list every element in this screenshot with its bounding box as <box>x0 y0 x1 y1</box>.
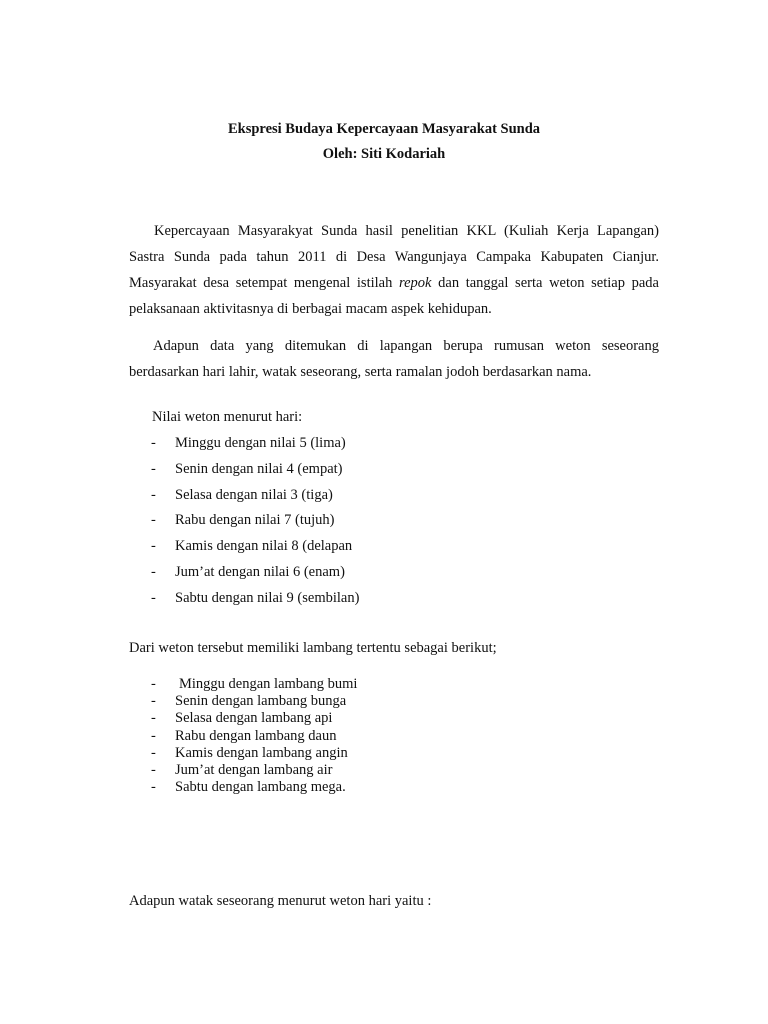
list-item <box>151 745 357 762</box>
term-repok: repok <box>399 275 432 291</box>
list-item-text: Selasa dengan lambang api <box>175 710 333 727</box>
list-item-text: Rabu dengan nilai 7 (tujuh) <box>175 512 335 529</box>
list-item <box>151 676 357 693</box>
list-item-text: Kamis dengan nilai 8 (delapan <box>175 538 353 555</box>
list-item-text: Sabtu dengan nilai 9 (sembilan) <box>175 589 360 606</box>
list-item <box>151 728 357 745</box>
list-dash: - <box>151 744 156 761</box>
list-dash: - <box>151 435 156 451</box>
list-item-text: Selasa dengan nilai 3 (tiga) <box>175 486 333 503</box>
list-item <box>151 562 359 588</box>
list-item <box>151 459 359 485</box>
list-dash: - <box>151 710 156 727</box>
list-item-text: Kamis dengan lambang angin <box>175 744 348 761</box>
list-item <box>151 433 359 459</box>
list-item-text: Jum’at dengan lambang air <box>175 761 333 778</box>
list-dash: - <box>151 727 156 744</box>
list-dash: - <box>151 563 156 580</box>
list-item-text: Jum’at dengan nilai 6 (enam) <box>175 563 345 580</box>
list-dash: - <box>151 486 156 503</box>
list-item <box>151 693 357 710</box>
list-item <box>151 510 359 536</box>
list-dash: - <box>151 779 156 796</box>
list-dash: - <box>151 589 156 606</box>
list-item <box>151 588 359 614</box>
character-heading: Adapun watak seseorang menurut weton hari yaitu : <box>129 893 432 909</box>
weton-values-list <box>151 433 359 614</box>
paragraph-intro <box>129 218 659 322</box>
weton-symbols-list <box>151 676 357 796</box>
list-item-text: Senin dengan nilai 4 (empat) <box>175 460 343 477</box>
weton-heading: Nilai weton menurut hari: <box>152 409 303 425</box>
list-dash: - <box>151 460 156 477</box>
list-item-text: Senin dengan lambang bunga <box>175 693 347 710</box>
list-item <box>151 485 359 511</box>
list-dash: - <box>151 761 156 778</box>
list-item-text: Minggu dengan nilai 5 (lima) <box>175 435 346 451</box>
author-line: Oleh: Siti Kodariah <box>322 146 446 162</box>
list-dash: - <box>151 538 156 555</box>
symbol-heading: Dari weton tersebut memiliki lambang tertentu sebagai berikut; <box>129 640 497 656</box>
list-item <box>151 536 359 562</box>
list-item-text: Minggu dengan lambang bumi <box>179 676 358 692</box>
list-dash: - <box>151 512 156 529</box>
list-item <box>151 779 357 796</box>
list-item <box>151 710 357 727</box>
document-title: Ekspresi Budaya Kepercayaan Masyarakat Sunda <box>227 121 541 137</box>
paragraph-intro-text-end: dan tanggal serta weton setiap pada pelaksanaan aktivitasnya di berbagai macam aspek kehidupan. <box>129 275 659 317</box>
list-dash: - <box>151 676 156 692</box>
list-item-text: Sabtu dengan lambang mega. <box>175 779 346 796</box>
list-item <box>151 762 357 779</box>
list-item-text: Rabu dengan lambang daun <box>175 727 337 744</box>
paragraph-intro-text: Kepercayaan Masyarakyat Sunda hasil penelitian KKL (Kuliah Kerja Lapangan) Sastra Sunda pada tahun 2011 di Desa Wangunjaya Campaka Kabupaten Cianjur. Masyarakat desa setempat mengenal istilah <box>129 223 659 291</box>
paragraph-data: Adapun data yang ditemukan di lapangan berupa rumusan weton seseorang berdasarkan hari lahir, watak seseorang, serta ramalan jodoh berdasarkan nama. <box>129 338 659 380</box>
list-dash: - <box>151 693 156 710</box>
